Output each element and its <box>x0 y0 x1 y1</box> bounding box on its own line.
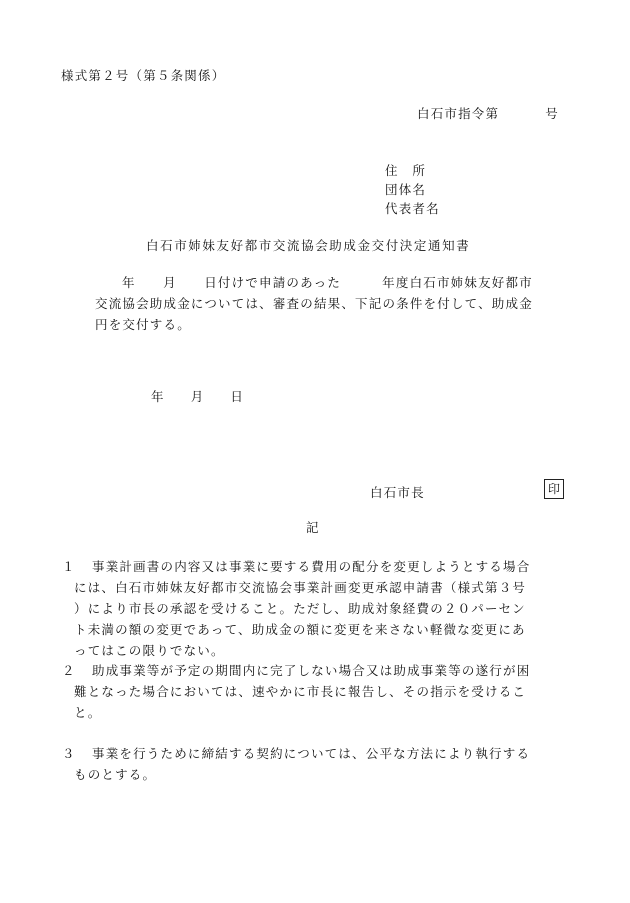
body-line-3: 円を交付する。 <box>95 317 191 332</box>
issue-date <box>151 387 244 405</box>
condition-line: には、白石市姉妹友好都市交流協会事業計画変更承認申請書（様式第３号 <box>74 580 527 595</box>
condition-line: 事業を行うために締結する契約については、公平な方法により執行する <box>92 746 531 761</box>
representative-label: 代表者名 <box>385 201 440 216</box>
document-number-suffix: 号 <box>545 106 559 121</box>
form-label: 様式第２号（第５条関係） <box>61 68 226 83</box>
condition-number: １ <box>62 559 76 574</box>
issuer-name: 白石市長 <box>370 485 425 500</box>
condition-line: と。 <box>74 705 102 720</box>
address-label: 住 所 <box>385 163 427 178</box>
document-number-prefix: 白石市指令第 <box>417 106 500 121</box>
body-line-2: 交流協会助成金については、審査の結果、下記の条件を付して、助成金 <box>95 296 533 311</box>
condition-line: 事業計画書の内容又は事業に要する費用の配分を変更しようとする場合 <box>92 559 531 574</box>
condition-line: ト未満の額の変更であって、助成金の額に変更を来さない軽微な変更にあ <box>74 622 526 637</box>
document-number <box>417 104 559 122</box>
date-day: 日 <box>230 389 245 404</box>
body-line-1: 年 月 日付けで申請のあった 年度白石市姉妹友好都市 <box>122 275 533 290</box>
document-title: 白石市姉妹友好都市交流協会助成金交付決定通知書 <box>146 238 471 253</box>
date-month: 月 <box>190 389 205 404</box>
organization-label: 団体名 <box>385 182 427 197</box>
condition-line: ）により市長の承認を受けること。ただし、助成対象経費の２０パーセン <box>74 601 526 616</box>
ki-heading: 記 <box>306 520 320 535</box>
condition-line: ものとする。 <box>74 767 157 782</box>
condition-line: 助成事業等が予定の期間内に完了しない場合又は助成事業等の遂行が困 <box>92 663 531 678</box>
seal-box: 印 <box>544 479 564 499</box>
condition-line: ってはこの限りでない。 <box>74 643 225 658</box>
condition-number: ３ <box>62 746 76 761</box>
date-year: 年 <box>151 389 165 404</box>
condition-number: ２ <box>62 663 76 678</box>
condition-line: 難となった場合においては、速やかに市長に報告し、その指示を受けるこ <box>74 684 527 699</box>
